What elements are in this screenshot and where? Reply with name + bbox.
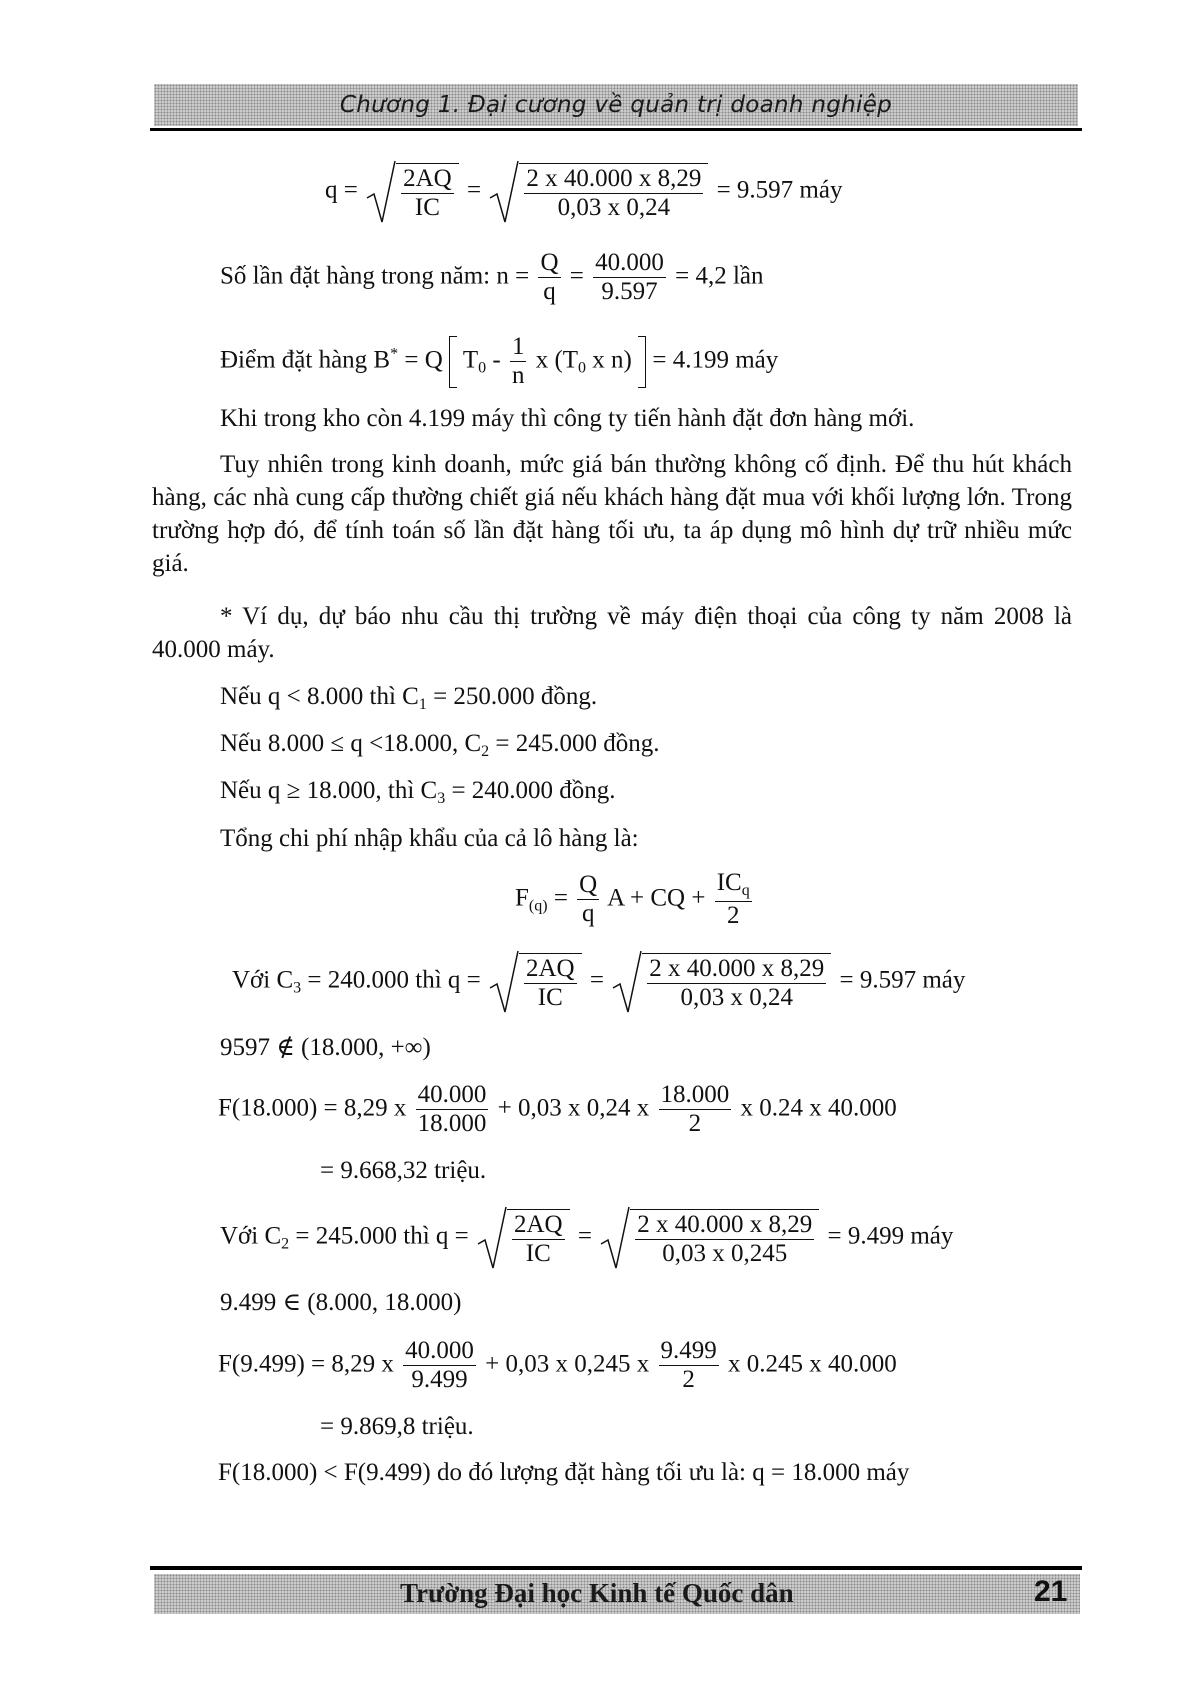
reorder-label: Điểm đặt hàng B [220, 346, 391, 374]
sqrt-3 [489, 950, 582, 1014]
reorder-mid: x (T [535, 346, 579, 374]
frac-num: 2AQ [401, 166, 454, 194]
frac-num: Q [577, 872, 599, 900]
chapter-header-band [154, 84, 1078, 126]
total-cost-formula: $F_{(q)}$ = $\frac{Q}{q}$ A + CQ + $\frac{IC_q}{2}$ [515, 869, 750, 929]
chapter-title: Chương 1. Đại cương về quản trị doanh nghiệp [339, 92, 893, 118]
order-count-result: = 4,2 lần [675, 262, 764, 290]
equals-sign: = [466, 176, 482, 204]
sqrt-5 [477, 1206, 570, 1270]
c3-membership: 9597 ∉ (18.000, +∞) [220, 1034, 431, 1061]
frac-num: 40.000 [593, 250, 666, 278]
right-bracket [638, 336, 646, 388]
t0-symbol: T [462, 346, 479, 374]
case-c3-line: Với $C_3 = 240.000$ thì q = $\frac{2AQ}{IC}$ = $\frac{2 x 40.000 x 8,29}{0,03 x 0,24}$ = 9.597 máy [232, 950, 965, 1014]
frac-den: 0,03 x 0,24 [680, 984, 793, 1011]
frac-num: 2AQ [524, 956, 577, 984]
frac-den: 2 [726, 901, 740, 929]
frac-num: 2 x 40.000 x 8,29 [524, 166, 703, 194]
frac-num: 9.499 [659, 1338, 719, 1366]
reorder-eq: = Q [398, 346, 443, 374]
reorder-star: * [390, 345, 399, 363]
sqrt-4 [612, 950, 831, 1014]
frac-num: $IC_q$ [715, 870, 752, 902]
formula-q [325, 160, 842, 224]
footer-rule [150, 1566, 1082, 1570]
sqrt-2 [489, 160, 708, 224]
minus-sign: - [486, 346, 507, 374]
frac-num: 1 [510, 334, 527, 362]
frac-den: 2 [688, 1110, 702, 1138]
paragraph-1: Khi trong kho còn 4.199 máy thì công ty tiến hành đặt đơn hàng mới. [220, 405, 915, 432]
price-tier-2: Nếu 8.000 ≤ q <18.000, $C_2 = 245.000$ đồng. [220, 730, 660, 760]
frac-num: 40.000 [403, 1338, 476, 1366]
page-number: 21 [1034, 1575, 1068, 1608]
frac-den: IC [414, 194, 440, 221]
reorder-point-line [220, 334, 778, 390]
left-bracket [449, 336, 457, 388]
frac-num: 2AQ [512, 1212, 565, 1240]
frac-den: q [543, 278, 556, 306]
total-cost-label: Tổng chi phí nhập khẩu của cả lô hàng là: [220, 825, 639, 852]
frac-den: q [581, 900, 595, 928]
header-rule [150, 128, 1082, 131]
frac-num: 40.000 [416, 1082, 489, 1110]
formula-q-result: = 9.597 máy [716, 176, 843, 204]
c2-membership: 9.499 ∈ (8.000, 18.000) [220, 1289, 462, 1316]
price-tier-1: Nếu q < 8.000 thì $C_1 = 250.000$ đồng. [220, 683, 598, 713]
sqrt-6 [600, 1206, 819, 1270]
order-count-line [220, 250, 764, 306]
frac-num: 2 x 40.000 x 8,29 [635, 1212, 814, 1240]
frac-den: 18.000 [417, 1110, 487, 1138]
f9499-result: = 9.869,8 triệu. [320, 1413, 474, 1440]
frac-num: Q [538, 250, 560, 278]
paragraph-2: Tuy nhiên trong kinh doanh, mức giá bán thường không cố định. Để thu hút khách hàng, các nhà cung cấp thường chiết giá nếu khách hàng đặt mua với khối lượng lớn. Trong trường hợp đó, để tính toán số lần đặt hàng tối ưu, ta áp dụng mô hình dự trữ nhiều mức giá. [152, 451, 1072, 577]
frac-den: IC [525, 1240, 551, 1267]
formula-q-lhs: q = [325, 176, 358, 204]
reorder-tail: x n) [592, 346, 632, 374]
f18000-line: F(18.000) = 8,29 x $\frac{40.000}{18.000}$ + 0,03 x 0,24 x $\frac{18.000}{2}$ x 0.24 x 40.000 [218, 1081, 897, 1138]
order-count-label: Số lần đặt hàng trong năm: n = [220, 262, 530, 290]
frac-num: 2 x 40.000 x 8,29 [647, 956, 826, 984]
f9499-line: F(9.499) = 8,29 x $\frac{40.000}{9.499}$ + 0,03 x 0,245 x $\frac{9.499}{2}$ x 0.245 x 40.000 [218, 1337, 897, 1394]
sqrt-1 [366, 160, 459, 224]
t0-subscript: 0 [578, 359, 587, 377]
frac-den: 2 [682, 1366, 695, 1394]
frac-den: 9.597 [601, 278, 658, 306]
frac-den: IC [537, 984, 563, 1011]
frac-den: 9.499 [411, 1366, 468, 1394]
t0-subscript: 0 [478, 359, 487, 377]
conclusion: F(18.000) < F(9.499) do đó lượng đặt hàng tối ưu là: q = 18.000 máy [218, 1459, 910, 1486]
f18000-result: = 9.668,32 triệu. [320, 1157, 487, 1184]
paragraph-3: * Ví dụ, dự báo nhu cầu thị trường về máy điện thoại của công ty năm 2008 là 40.000 máy. [152, 603, 1072, 663]
frac-den: n [511, 362, 525, 390]
frac-den: 0,03 x 0,24 [557, 194, 671, 221]
frac-den: 0,03 x 0,245 [662, 1240, 788, 1267]
equals-sign: = [569, 262, 584, 290]
reorder-result: = 4.199 máy [652, 346, 779, 374]
footer-school: Trường Đại học Kinh tế Quốc dân [400, 1578, 794, 1608]
frac-num: 18.000 [659, 1082, 732, 1110]
price-tier-3: Nếu q ≥ 18.000, thì $C_3 = 240.000$ đồng. [220, 777, 616, 807]
case-c2-line: Với $C_2 = 245.000$ thì q = $\frac{2AQ}{IC}$ = $\frac{2 x 40.000 x 8,29}{0,03 x 0,245}$ = 9.499 máy [220, 1206, 953, 1270]
